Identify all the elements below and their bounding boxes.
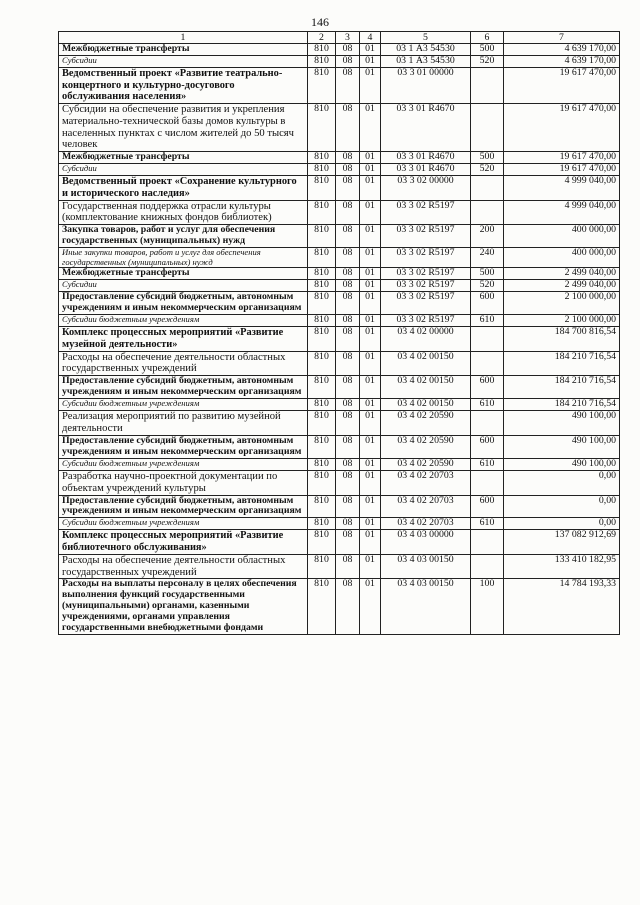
table-row [59, 554, 620, 579]
target-article-cell: 03 3 01 R4670 [381, 152, 471, 164]
row-name-cell: Государственная поддержка отрасли культуры (комплектование книжных фондов библиотек) [59, 200, 308, 225]
expense-type-cell: 610 [471, 399, 504, 411]
subsection-code-cell: 01 [360, 280, 381, 292]
row-name-cell: Субсидии бюджетным учреждениям [59, 518, 308, 530]
ministry-code-cell: 810 [308, 458, 336, 470]
table-row [59, 164, 620, 176]
subsection-code-cell: 01 [360, 399, 381, 411]
page-number: 146 [311, 15, 329, 29]
amount-cell: 184 210 716,54 [504, 351, 620, 376]
table-row [59, 458, 620, 470]
ministry-code-cell: 810 [308, 44, 336, 56]
row-name-cell: Межбюджетные трансферты [59, 44, 308, 56]
ministry-code-cell: 810 [308, 470, 336, 495]
ministry-code-cell: 810 [308, 225, 336, 248]
table-row [59, 315, 620, 327]
header-col-1: 1 [59, 32, 308, 44]
table-row [59, 376, 620, 399]
section-code-cell: 08 [336, 376, 360, 399]
row-name-cell: Субсидии [59, 164, 308, 176]
subsection-code-cell: 01 [360, 327, 381, 351]
subsection-code-cell: 01 [360, 200, 381, 225]
ministry-code-cell: 810 [308, 67, 336, 103]
row-name-cell: Закупка товаров, работ и услуг для обеспечения государственных (муниципальных) нужд [59, 225, 308, 248]
section-code-cell: 08 [336, 495, 360, 518]
section-code-cell: 08 [336, 292, 360, 315]
section-code-cell: 08 [336, 152, 360, 164]
table-row [59, 280, 620, 292]
amount-cell: 0,00 [504, 495, 620, 518]
target-article-cell: 03 4 02 20703 [381, 495, 471, 518]
amount-cell: 4 639 170,00 [504, 44, 620, 56]
table-row [59, 411, 620, 436]
section-code-cell: 08 [336, 554, 360, 579]
expense-type-cell: 520 [471, 164, 504, 176]
ministry-code-cell: 810 [308, 435, 336, 458]
section-code-cell: 08 [336, 518, 360, 530]
subsection-code-cell: 01 [360, 411, 381, 436]
row-name-cell: Ведомственный проект «Сохранение культурного и исторического наследия» [59, 176, 308, 200]
section-code-cell: 08 [336, 435, 360, 458]
header-col-4: 4 [360, 32, 381, 44]
table-row [59, 470, 620, 495]
row-name-cell: Расходы на обеспечение деятельности областных государственных учреждений [59, 351, 308, 376]
section-code-cell: 08 [336, 248, 360, 268]
amount-cell: 2 499 040,00 [504, 280, 620, 292]
table-row [59, 579, 620, 635]
expense-type-cell [471, 411, 504, 436]
section-code-cell: 08 [336, 399, 360, 411]
budget-table [58, 31, 620, 635]
expense-type-cell: 610 [471, 518, 504, 530]
ministry-code-cell: 810 [308, 55, 336, 67]
row-name-cell: Предоставление субсидий бюджетным, автономным учреждениям и иным некоммерческим организациям [59, 376, 308, 399]
target-article-cell: 03 3 01 00000 [381, 67, 471, 103]
subsection-code-cell: 01 [360, 579, 381, 635]
header-col-5: 5 [381, 32, 471, 44]
ministry-code-cell: 810 [308, 495, 336, 518]
ministry-code-cell: 810 [308, 315, 336, 327]
row-name-cell: Реализация мероприятий по развитию музейной деятельности [59, 411, 308, 436]
table-row [59, 103, 620, 151]
ministry-code-cell: 810 [308, 399, 336, 411]
row-name-cell: Предоставление субсидий бюджетным, автономным учреждениям и иным некоммерческим организациям [59, 292, 308, 315]
table-row [59, 55, 620, 67]
target-article-cell: 03 1 А3 54530 [381, 55, 471, 67]
amount-cell: 184 210 716,54 [504, 376, 620, 399]
ministry-code-cell: 810 [308, 152, 336, 164]
section-code-cell: 08 [336, 225, 360, 248]
target-article-cell: 03 3 01 R4670 [381, 103, 471, 151]
expense-type-cell: 600 [471, 495, 504, 518]
table-row [59, 518, 620, 530]
amount-cell: 137 082 912,69 [504, 530, 620, 554]
amount-cell: 133 410 182,95 [504, 554, 620, 579]
section-code-cell: 08 [336, 458, 360, 470]
row-name-cell: Комплекс процессных мероприятий «Развитие музейной деятельности» [59, 327, 308, 351]
amount-cell: 490 100,00 [504, 458, 620, 470]
amount-cell: 4 639 170,00 [504, 55, 620, 67]
section-code-cell: 08 [336, 315, 360, 327]
ministry-code-cell: 810 [308, 376, 336, 399]
amount-cell: 2 100 000,00 [504, 292, 620, 315]
table-body [59, 44, 620, 635]
section-code-cell: 08 [336, 200, 360, 225]
section-code-cell: 08 [336, 268, 360, 280]
table-row [59, 530, 620, 554]
amount-cell: 2 499 040,00 [504, 268, 620, 280]
expense-type-cell: 500 [471, 268, 504, 280]
subsection-code-cell: 01 [360, 268, 381, 280]
row-name-cell: Субсидии бюджетным учреждениям [59, 399, 308, 411]
ministry-code-cell: 810 [308, 164, 336, 176]
amount-cell: 0,00 [504, 518, 620, 530]
subsection-code-cell: 01 [360, 458, 381, 470]
subsection-code-cell: 01 [360, 44, 381, 56]
subsection-code-cell: 01 [360, 225, 381, 248]
section-code-cell: 08 [336, 470, 360, 495]
expense-type-cell: 610 [471, 315, 504, 327]
expense-type-cell: 600 [471, 376, 504, 399]
table-row [59, 44, 620, 56]
subsection-code-cell: 01 [360, 67, 381, 103]
row-name-cell: Субсидии [59, 280, 308, 292]
amount-cell: 19 617 470,00 [504, 152, 620, 164]
expense-type-cell: 520 [471, 55, 504, 67]
target-article-cell: 03 4 02 00150 [381, 399, 471, 411]
ministry-code-cell: 810 [308, 554, 336, 579]
target-article-cell: 03 4 02 00150 [381, 376, 471, 399]
subsection-code-cell: 01 [360, 351, 381, 376]
subsection-code-cell: 01 [360, 554, 381, 579]
ministry-code-cell: 810 [308, 518, 336, 530]
ministry-code-cell: 810 [308, 411, 336, 436]
target-article-cell: 03 4 02 20590 [381, 411, 471, 436]
subsection-code-cell: 01 [360, 530, 381, 554]
ministry-code-cell: 810 [308, 176, 336, 200]
section-code-cell: 08 [336, 103, 360, 151]
amount-cell: 4 999 040,00 [504, 200, 620, 225]
subsection-code-cell: 01 [360, 248, 381, 268]
target-article-cell: 03 3 02 R5197 [381, 225, 471, 248]
amount-cell: 490 100,00 [504, 435, 620, 458]
table-row [59, 399, 620, 411]
section-code-cell: 08 [336, 411, 360, 436]
subsection-code-cell: 01 [360, 376, 381, 399]
table-row [59, 292, 620, 315]
row-name-cell: Расходы на выплаты персоналу в целях обеспечения выполнения функций государственными (муниципальными) органами, казенными учреждениями, органами управления государственными внебюджетными фондами [59, 579, 308, 635]
subsection-code-cell: 01 [360, 164, 381, 176]
expense-type-cell: 200 [471, 225, 504, 248]
expense-type-cell [471, 470, 504, 495]
expense-type-cell: 100 [471, 579, 504, 635]
ministry-code-cell: 810 [308, 530, 336, 554]
expense-type-cell: 600 [471, 292, 504, 315]
expense-type-cell [471, 103, 504, 151]
amount-cell: 4 999 040,00 [504, 176, 620, 200]
target-article-cell: 03 3 02 R5197 [381, 315, 471, 327]
section-code-cell: 08 [336, 67, 360, 103]
target-article-cell: 03 4 02 00150 [381, 351, 471, 376]
row-name-cell: Ведомственный проект «Развитие театрально-концертного и культурно-досугового обслуживания населения» [59, 67, 308, 103]
target-article-cell: 03 3 02 R5197 [381, 200, 471, 225]
row-name-cell: Субсидии [59, 55, 308, 67]
section-code-cell: 08 [336, 579, 360, 635]
expense-type-cell: 240 [471, 248, 504, 268]
row-name-cell: Субсидии бюджетным учреждениям [59, 458, 308, 470]
section-code-cell: 08 [336, 530, 360, 554]
row-name-cell: Предоставление субсидий бюджетным, автономным учреждениям и иным некоммерческим организациям [59, 495, 308, 518]
expense-type-cell [471, 351, 504, 376]
amount-cell: 19 617 470,00 [504, 67, 620, 103]
table-row [59, 495, 620, 518]
target-article-cell: 03 3 02 00000 [381, 176, 471, 200]
expense-type-cell: 600 [471, 435, 504, 458]
header-col-7: 7 [504, 32, 620, 44]
table-row [59, 225, 620, 248]
table-row [59, 268, 620, 280]
amount-cell: 19 617 470,00 [504, 164, 620, 176]
ministry-code-cell: 810 [308, 280, 336, 292]
section-code-cell: 08 [336, 164, 360, 176]
row-name-cell: Предоставление субсидий бюджетным, автономным учреждениям и иным некоммерческим организациям [59, 435, 308, 458]
amount-cell: 490 100,00 [504, 411, 620, 436]
row-name-cell: Субсидии на обеспечение развития и укрепления материально-технической базы домов культуры в населенных пунктах с числом жителей до 50 тысяч человек [59, 103, 308, 151]
subsection-code-cell: 01 [360, 470, 381, 495]
target-article-cell: 03 4 02 00000 [381, 327, 471, 351]
table-row [59, 435, 620, 458]
target-article-cell: 03 3 02 R5197 [381, 280, 471, 292]
expense-type-cell: 610 [471, 458, 504, 470]
table-header-row [59, 32, 620, 44]
table-row [59, 152, 620, 164]
section-code-cell: 08 [336, 176, 360, 200]
subsection-code-cell: 01 [360, 435, 381, 458]
target-article-cell: 03 4 02 20703 [381, 518, 471, 530]
expense-type-cell [471, 327, 504, 351]
target-article-cell: 03 4 03 00000 [381, 530, 471, 554]
target-article-cell: 03 4 02 20590 [381, 435, 471, 458]
subsection-code-cell: 01 [360, 315, 381, 327]
ministry-code-cell: 810 [308, 103, 336, 151]
row-name-cell: Межбюджетные трансферты [59, 152, 308, 164]
row-name-cell: Комплекс процессных мероприятий «Развитие библиотечного обслуживания» [59, 530, 308, 554]
table-row [59, 200, 620, 225]
header-col-3: 3 [336, 32, 360, 44]
row-name-cell: Межбюджетные трансферты [59, 268, 308, 280]
target-article-cell: 03 4 02 20703 [381, 470, 471, 495]
section-code-cell: 08 [336, 55, 360, 67]
amount-cell: 14 784 193,33 [504, 579, 620, 635]
table-row [59, 327, 620, 351]
expense-type-cell: 500 [471, 152, 504, 164]
target-article-cell: 03 3 02 R5197 [381, 248, 471, 268]
table-row [59, 67, 620, 103]
amount-cell: 184 210 716,54 [504, 399, 620, 411]
subsection-code-cell: 01 [360, 518, 381, 530]
target-article-cell: 03 3 01 R4670 [381, 164, 471, 176]
target-article-cell: 03 3 02 R5197 [381, 292, 471, 315]
expense-type-cell [471, 200, 504, 225]
subsection-code-cell: 01 [360, 55, 381, 67]
target-article-cell: 03 4 02 20590 [381, 458, 471, 470]
expense-type-cell: 520 [471, 280, 504, 292]
section-code-cell: 08 [336, 327, 360, 351]
table-row [59, 176, 620, 200]
ministry-code-cell: 810 [308, 327, 336, 351]
expense-type-cell [471, 554, 504, 579]
ministry-code-cell: 810 [308, 292, 336, 315]
expense-type-cell [471, 67, 504, 103]
section-code-cell: 08 [336, 44, 360, 56]
subsection-code-cell: 01 [360, 292, 381, 315]
ministry-code-cell: 810 [308, 200, 336, 225]
row-name-cell: Расходы на обеспечение деятельности областных государственных учреждений [59, 554, 308, 579]
ministry-code-cell: 810 [308, 351, 336, 376]
subsection-code-cell: 01 [360, 152, 381, 164]
amount-cell: 0,00 [504, 470, 620, 495]
section-code-cell: 08 [336, 351, 360, 376]
row-name-cell: Разработка научно-проектной документации по объектам учреждений культуры [59, 470, 308, 495]
target-article-cell: 03 1 А3 54530 [381, 44, 471, 56]
expense-type-cell [471, 176, 504, 200]
row-name-cell: Субсидии бюджетным учреждениям [59, 315, 308, 327]
header-col-6: 6 [471, 32, 504, 44]
amount-cell: 2 100 000,00 [504, 315, 620, 327]
table-row [59, 351, 620, 376]
subsection-code-cell: 01 [360, 103, 381, 151]
expense-type-cell [471, 530, 504, 554]
expense-type-cell: 500 [471, 44, 504, 56]
section-code-cell: 08 [336, 280, 360, 292]
target-article-cell: 03 4 03 00150 [381, 579, 471, 635]
amount-cell: 19 617 470,00 [504, 103, 620, 151]
ministry-code-cell: 810 [308, 248, 336, 268]
amount-cell: 184 700 816,54 [504, 327, 620, 351]
amount-cell: 400 000,00 [504, 225, 620, 248]
target-article-cell: 03 3 02 R5197 [381, 268, 471, 280]
ministry-code-cell: 810 [308, 579, 336, 635]
header-col-2: 2 [308, 32, 336, 44]
amount-cell: 400 000,00 [504, 248, 620, 268]
target-article-cell: 03 4 03 00150 [381, 554, 471, 579]
table-row [59, 248, 620, 268]
ministry-code-cell: 810 [308, 268, 336, 280]
subsection-code-cell: 01 [360, 176, 381, 200]
subsection-code-cell: 01 [360, 495, 381, 518]
row-name-cell: Иные закупки товаров, работ и услуг для обеспечения государственных (муниципальных) нужд [59, 248, 308, 268]
